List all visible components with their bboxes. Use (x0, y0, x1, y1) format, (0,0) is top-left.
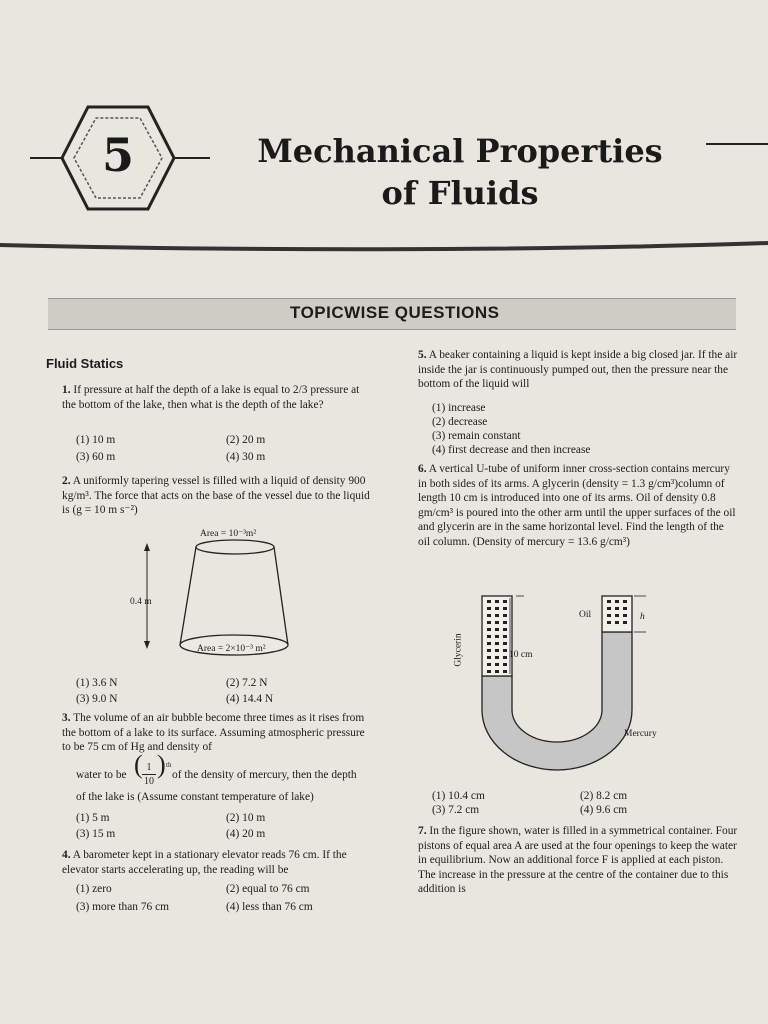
question-3-line-b (76, 750, 376, 792)
question-number: 4. (62, 849, 71, 861)
chapter-title-line2: of Fluids (381, 174, 539, 212)
options-2 (76, 676, 376, 708)
question-text: If pressure at half the depth of a lake is equal to 2/3 pressure at the bottom of the lake, then what is the depth of the lake? (62, 384, 360, 411)
question-2 (62, 474, 374, 518)
options-1 (76, 433, 376, 465)
mercury-label: Mercury (624, 729, 657, 739)
band-label: TOPICWISE QUESTIONS (290, 303, 500, 322)
question-3 (62, 711, 374, 755)
option: (4) 20 m (226, 828, 266, 840)
option: (1) 3.6 N (76, 677, 118, 689)
question-5 (418, 348, 738, 392)
question-text: A barometer kept in a stationary elevator reads 76 cm. If the elevator starts accelerating up, the reading will be (62, 849, 347, 876)
options-4 (76, 882, 376, 916)
option: (2) decrease (432, 416, 488, 428)
question-text: A beaker containing a liquid is kept inside a big closed jar. If the air inside the jar is continuously pumped out, then the pressure near the bottom of the liquid will (418, 349, 738, 391)
h-label: h (640, 612, 645, 622)
option: (2) 7.2 N (226, 677, 268, 689)
question-3-line-c: of the lake is (Assume constant temperature of lake) (76, 791, 314, 803)
fraction-numerator: 1 (146, 762, 152, 773)
chapter-number: 5 (101, 128, 134, 182)
option: (4) 9.6 cm (580, 804, 628, 816)
question-4 (62, 848, 374, 877)
options-5 (432, 401, 732, 461)
u-tube-figure (453, 590, 656, 780)
question-number: 1. (62, 384, 71, 396)
paren-left: ( (134, 750, 143, 779)
option: (2) 20 m (226, 434, 266, 446)
options-6 (432, 789, 732, 821)
glycerin-label: Glycerin (453, 633, 464, 667)
option: (3) 7.2 cm (432, 804, 480, 816)
chapter-title-line1: Mechanical Properties (257, 132, 663, 170)
question-text: of the density of mercury, then the depth (172, 769, 357, 781)
question-text: water to be (76, 769, 127, 781)
section-title: Fluid Statics (46, 356, 124, 371)
question-7 (418, 824, 738, 897)
option: (4) 30 m (226, 451, 266, 463)
oil-label: Oil (579, 610, 592, 620)
vessel-bottom-area: Area = 2×10⁻³ m² (197, 644, 266, 654)
question-text: In the figure shown, water is filled in a symmetrical container. Four pistons of equal area A are used at the four openings to keep the water in equilibrium. Now an additional force F is applied at each piston. The increase in the pressure at the centre of the container due to this addition is (418, 825, 738, 896)
option: (2) 8.2 cm (580, 790, 628, 802)
option: (1) increase (432, 402, 486, 414)
question-number: 5. (418, 349, 427, 361)
length-label: 10 cm (509, 650, 533, 660)
option: (1) zero (76, 883, 112, 895)
option: (3) 9.0 N (76, 693, 118, 705)
option: (1) 5 m (76, 812, 110, 824)
question-number: 6. (418, 463, 427, 475)
question-text: A uniformly tapering vessel is filled with a liquid of density 900 kg/m³. The force that acts on the base of the vessel due to the liquid is (g = 10 m s⁻²) (62, 475, 370, 517)
question-number: 2. (62, 475, 71, 487)
option: (3) remain constant (432, 430, 521, 442)
question-number: 3. (62, 712, 71, 724)
vessel-height: 0.4 m (130, 597, 152, 607)
option: (2) 10 m (226, 812, 266, 824)
vessel-top-area: Area = 10⁻³m² (200, 529, 257, 539)
option: (3) more than 76 cm (76, 901, 169, 913)
paren-right: ) (157, 750, 166, 779)
option: (1) 10.4 cm (432, 790, 485, 802)
question-6 (418, 462, 738, 550)
chapter-title (220, 130, 700, 214)
option: (3) 60 m (76, 451, 116, 463)
options-3 (76, 811, 376, 843)
option: (4) less than 76 cm (226, 901, 313, 913)
fraction-denominator: 10 (144, 776, 154, 787)
question-text: The volume of an air bubble become three times as it rises from the bottom of a lake to its surface. Assuming atmospheric pressure to be 75 cm of Hg and density of (62, 712, 365, 754)
option: (3) 15 m (76, 828, 116, 840)
option: (4) 14.4 N (226, 693, 274, 705)
fraction-sup: th (166, 761, 172, 769)
option: (4) first decrease and then increase (432, 444, 591, 456)
question-text: A vertical U-tube of uniform inner cross-section contains mercury in both sides of its arms. A glycerin (density = 1.3 g/cm³)column of length 10 cm is introduced into one of its arms. Oil of density 0.8 gm/cm³ is poured into the other arm until the upper surfaces of the oil and glycerin are in the same horizontal level. Find the length of the oil column. (Density of mercury = 13.6 g/cm³) (418, 463, 736, 548)
question-1 (62, 383, 374, 412)
option: (2) equal to 76 cm (226, 883, 310, 895)
question-number: 7. (418, 825, 427, 837)
option: (1) 10 m (76, 434, 116, 446)
